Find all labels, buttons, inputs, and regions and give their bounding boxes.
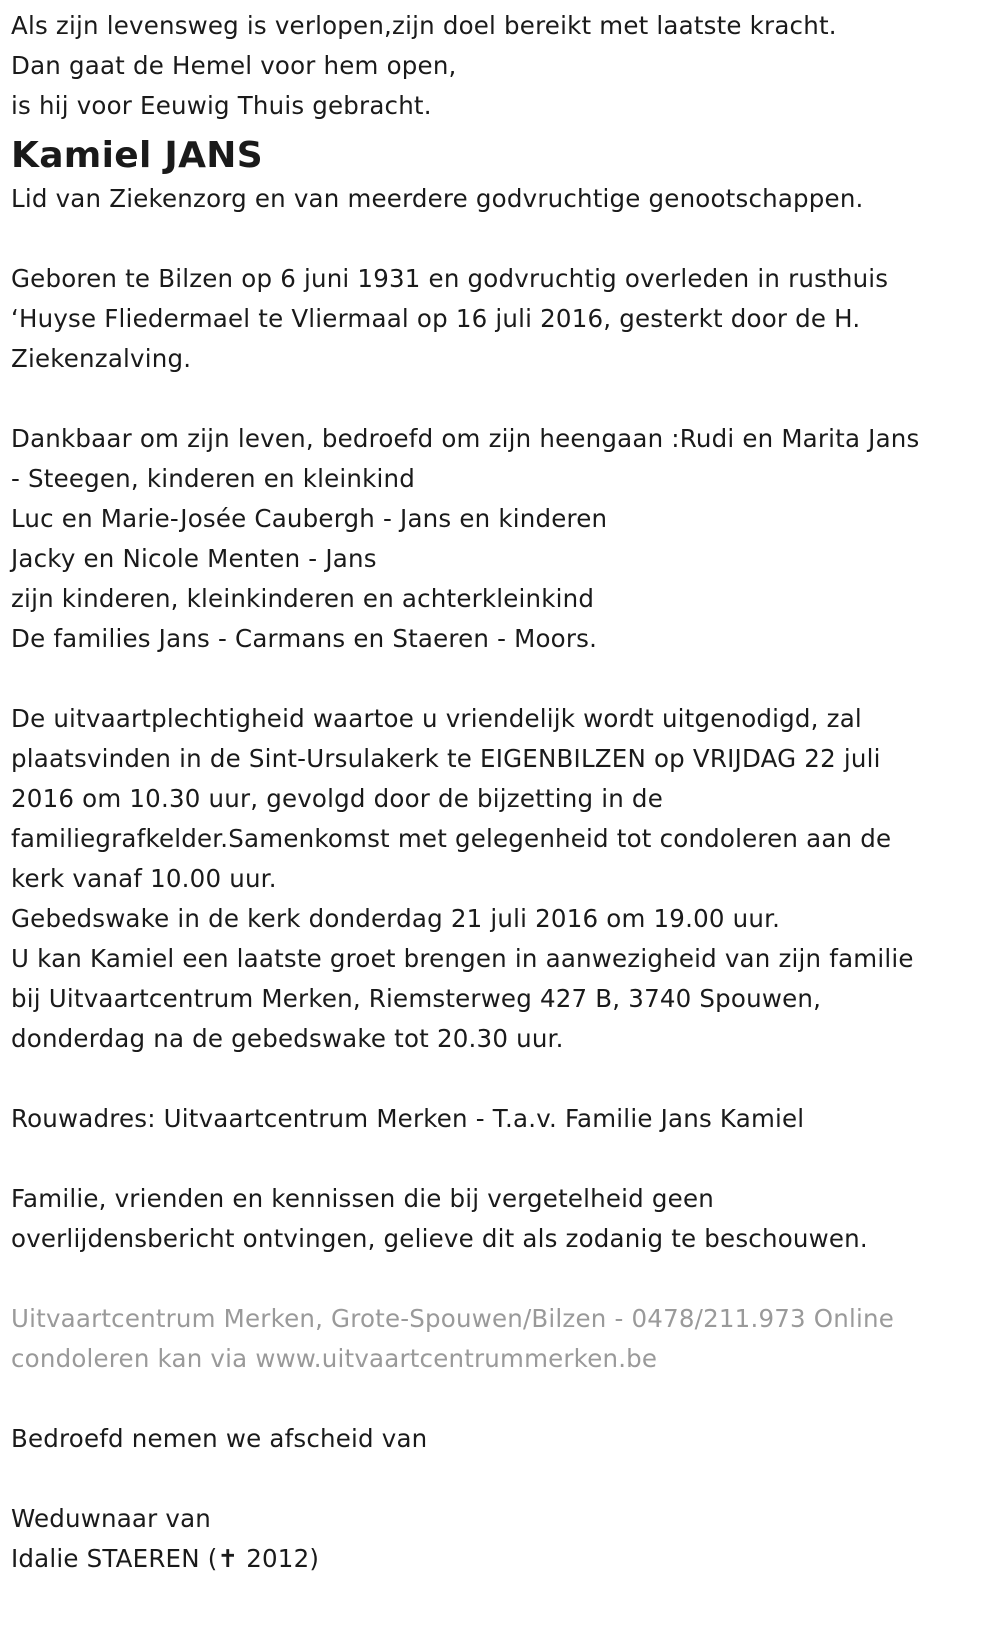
membership-line: Lid van Ziekenzorg en van meerdere godvruchtige genootschappen. — [11, 184, 864, 213]
paragraph-line: - Steegen, kinderen en kleinkind — [11, 464, 415, 493]
spacer — [11, 1259, 980, 1299]
farewell-line: Bedroefd nemen we afscheid van — [11, 1424, 428, 1453]
widower-label: Weduwnaar van — [11, 1504, 212, 1533]
paragraph-line: De families Jans - Carmans en Staeren - Moors. — [11, 624, 598, 653]
paragraph-line: zijn kinderen, kleinkinderen en achterkleinkind — [11, 584, 595, 613]
spacer — [11, 1379, 980, 1419]
paragraph-line: kerk vanaf 10.00 uur. — [11, 864, 277, 893]
paragraph-line: U kan Kamiel een laatste groet brengen in aanwezigheid van zijn familie — [11, 944, 914, 973]
spacer — [11, 219, 980, 259]
widower-block — [11, 1499, 980, 1579]
paragraph-line: plaatsvinden in de Sint-Ursulakerk te EIGENBILZEN op VRIJDAG 22 juli — [11, 744, 881, 773]
ceremony-paragraph — [11, 699, 980, 1059]
paragraph-line: De uitvaartplechtigheid waartoe u vriendelijk wordt uitgenodigd, zal — [11, 704, 862, 733]
paragraph-line: ‘Huyse Fliedermael te Vliermaal op 16 juli 2016, gesterkt door de H. — [11, 304, 861, 333]
spouse-line — [11, 1539, 980, 1579]
spacer — [11, 379, 980, 419]
paragraph-line: familiegrafkelder.Samenkomst met gelegenheid tot condoleren aan de — [11, 824, 892, 853]
spouse-name: Idalie STAEREN ( — [11, 1544, 218, 1573]
paragraph-line: Familie, vrienden en kennissen die bij vergetelheid geen — [11, 1184, 714, 1213]
paragraph-line: Dankbaar om zijn leven, bedroefd om zijn heengaan :Rudi en Marita Jans — [11, 424, 920, 453]
birth-death-paragraph — [11, 259, 980, 379]
poem-line: Dan gaat de Hemel voor hem open, — [11, 51, 457, 80]
paragraph-line: donderdag na de gebedswake tot 20.30 uur. — [11, 1024, 564, 1053]
paragraph-line: Gebedswake in de kerk donderdag 21 juli 2016 om 19.00 uur. — [11, 904, 781, 933]
poem — [11, 6, 980, 126]
paragraph-line: Ziekenzalving. — [11, 344, 192, 373]
paragraph-line: overlijdensbericht ontvingen, gelieve dit als zodanig te beschouwen. — [11, 1224, 868, 1253]
paragraph-line: Geboren te Bilzen op 6 juni 1931 en godvruchtig overleden in rusthuis — [11, 264, 889, 293]
family-paragraph — [11, 419, 980, 659]
spacer — [11, 1459, 980, 1499]
spacer — [11, 1139, 980, 1179]
spacer — [11, 1059, 980, 1099]
notice-paragraph — [11, 1179, 980, 1259]
paragraph-line: bij Uitvaartcentrum Merken, Riemsterweg 427 B, 3740 Spouwen, — [11, 984, 822, 1013]
funeral-home-line: Uitvaartcentrum Merken, Grote-Spouwen/Bilzen - 0478/211.973 Online — [11, 1304, 895, 1333]
cross-icon: ✝ — [217, 1544, 239, 1573]
poem-line: is hij voor Eeuwig Thuis gebracht. — [11, 91, 432, 120]
mourning-address: Rouwadres: Uitvaartcentrum Merken - T.a.v. Familie Jans Kamiel — [11, 1104, 805, 1133]
paragraph-line: 2016 om 10.30 uur, gevolgd door de bijzetting in de — [11, 784, 663, 813]
deceased-name: Kamiel JANS — [11, 135, 263, 176]
poem-line: Als zijn levensweg is verlopen,zijn doel bereikt met laatste kracht. — [11, 11, 837, 40]
spouse-death-year: 2012) — [238, 1544, 320, 1573]
paragraph-line: Jacky en Nicole Menten - Jans — [11, 544, 377, 573]
paragraph-line: Luc en Marie-Josée Caubergh - Jans en kinderen — [11, 504, 608, 533]
funeral-home-info — [11, 1299, 980, 1379]
funeral-home-line: condoleren kan via www.uitvaartcentrummerken.be — [11, 1344, 658, 1373]
spacer — [11, 659, 980, 699]
